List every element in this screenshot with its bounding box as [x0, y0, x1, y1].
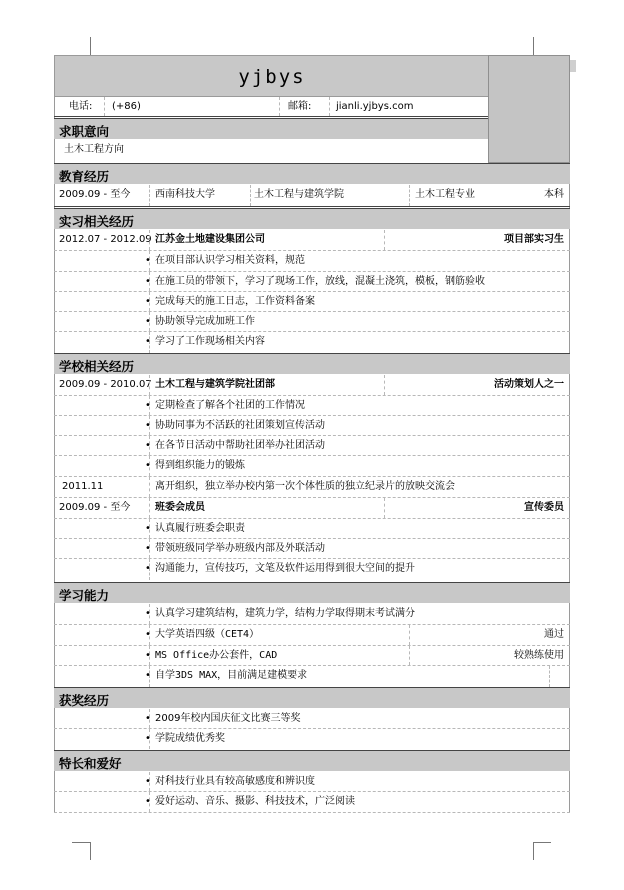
crop-mark — [533, 842, 534, 860]
list-item — [54, 312, 570, 332]
internship-role: 项目部实习生 — [504, 234, 564, 245]
divider — [409, 625, 410, 645]
divider — [149, 477, 150, 497]
club-role: 活动策划人之一 — [494, 379, 564, 390]
education-school: 西南科技大学 — [155, 189, 215, 200]
skill-level: 通过 — [544, 629, 564, 640]
photo-placeholder — [488, 55, 570, 163]
crop-mark — [90, 37, 91, 55]
hobby-item: • 爱好运动、音乐、摄影、科技技术，广泛阅读 — [155, 792, 355, 812]
section-school: 学校相关经历 — [54, 353, 570, 374]
education-degree: 本科 — [544, 189, 564, 200]
committee-org: 班委会成员 — [155, 502, 205, 513]
section-hobbies: 特长和爱好 — [54, 750, 570, 771]
divider — [384, 375, 385, 395]
club-date: 2009.09 - 2010.07 — [59, 379, 152, 390]
skill-row — [54, 666, 570, 687]
section-internship: 实习相关经历 — [54, 208, 570, 229]
skill-row — [54, 646, 570, 666]
list-item — [54, 436, 570, 456]
education-college: 土木工程与建筑学院 — [254, 189, 344, 200]
club-item: • 定期检查了解各个社团的工作情况 — [155, 396, 305, 415]
divider — [104, 97, 105, 116]
crop-mark — [533, 37, 534, 55]
divider — [149, 230, 150, 250]
club-item: • 协助同事为不活跃的社团策划宣传活动 — [155, 416, 325, 435]
divider — [149, 375, 150, 395]
crop-mark — [72, 842, 90, 843]
list-item — [54, 559, 570, 580]
section-education: 教育经历 — [54, 163, 570, 184]
objective-row — [54, 140, 488, 162]
divider — [384, 498, 385, 518]
internship-header-row — [54, 230, 570, 251]
internship-item: • 在施工员的带领下，学习了现场工作，放线，混凝土浇筑，模板，钢筋验收 — [155, 272, 485, 291]
list-item — [54, 519, 570, 539]
objective-value: 土木工程方向 — [64, 144, 124, 155]
divider — [409, 646, 410, 665]
event-date: 2011.11 — [62, 481, 104, 492]
committee-item: • 带领班级同学举办班级内部及外联活动 — [155, 539, 325, 558]
internship-company: 江苏金土地建设集团公司 — [155, 234, 265, 245]
internship-item: • 完成每天的施工日志，工作资料备案 — [155, 292, 315, 311]
section-awards: 获奖经历 — [54, 687, 570, 708]
divider — [329, 97, 330, 116]
divider — [549, 666, 550, 687]
divider — [409, 185, 410, 206]
divider — [149, 185, 150, 206]
crop-mark — [90, 842, 91, 860]
list-item — [54, 292, 570, 312]
list-item — [54, 416, 570, 436]
club-item: • 在各节日活动中帮助社团举办社团活动 — [155, 436, 325, 455]
internship-item: • 在项目部认识学习相关资料，规范 — [155, 251, 305, 271]
award-item: • 学院成绩优秀奖 — [155, 729, 225, 749]
internship-item: • 学习了工作现场相关内容 — [155, 332, 265, 353]
hobby-item: • 对科技行业具有较高敏感度和辨识度 — [155, 772, 315, 791]
club-org: 土木工程与建筑学院社团部 — [155, 379, 275, 390]
education-date: 2009.09 - 至今 — [59, 189, 131, 200]
internship-item: • 协助领导完成加班工作 — [155, 312, 255, 331]
divider — [384, 230, 385, 250]
education-row — [54, 185, 570, 207]
email-label: 邮箱: — [288, 101, 312, 112]
event-row — [54, 477, 570, 498]
list-item — [54, 539, 570, 559]
list-item — [54, 792, 570, 813]
skill-row — [54, 625, 570, 646]
skill-row — [54, 604, 570, 625]
committee-header-row — [54, 498, 570, 519]
list-item — [54, 729, 570, 749]
internship-date: 2012.07 - 2012.09 — [59, 234, 152, 245]
list-item — [54, 772, 570, 792]
committee-item: • 认真履行班委会职责 — [155, 519, 245, 538]
committee-role: 宣传委员 — [524, 502, 564, 513]
list-item — [54, 251, 570, 272]
award-item: • 2009年校内国庆征文比赛三等奖 — [155, 709, 300, 728]
club-header-row — [54, 375, 570, 396]
section-objective: 求职意向 — [54, 118, 488, 139]
section-skills: 学习能力 — [54, 582, 570, 603]
skill-text: • MS Office办公套件，CAD — [155, 646, 277, 665]
photo-tab — [570, 60, 576, 72]
divider — [279, 97, 280, 116]
phone-value: (+86) — [112, 101, 141, 112]
applicant-name: yjbys — [238, 66, 306, 88]
skill-text: • 大学英语四级（CET4） — [155, 625, 259, 645]
skill-text: • 认真学习建筑结构，建筑力学，结构力学取得期末考试满分 — [155, 604, 415, 624]
education-major: 土木工程专业 — [415, 189, 475, 200]
list-item — [54, 332, 570, 353]
crop-mark — [533, 842, 551, 843]
list-item — [54, 396, 570, 416]
divider — [149, 498, 150, 518]
list-item — [54, 272, 570, 292]
skill-text: • 自学3DS MAX，目前满足建模要求 — [155, 666, 307, 687]
committee-item: • 沟通能力，宣传技巧，文笔及软件运用得到很大空间的提升 — [155, 559, 415, 580]
email-value: jianli.yjbys.com — [336, 101, 414, 112]
list-item — [54, 456, 570, 477]
skill-level: 较熟练使用 — [514, 650, 564, 661]
list-item — [54, 709, 570, 729]
committee-date: 2009.09 - 至今 — [59, 502, 131, 513]
club-item: • 得到组织能力的锻炼 — [155, 456, 245, 476]
phone-label: 电话: — [69, 101, 93, 112]
event-text: 离开组织，独立举办校内第一次个体性质的独立纪录片的放映交流会 — [155, 481, 455, 492]
divider — [250, 185, 251, 206]
